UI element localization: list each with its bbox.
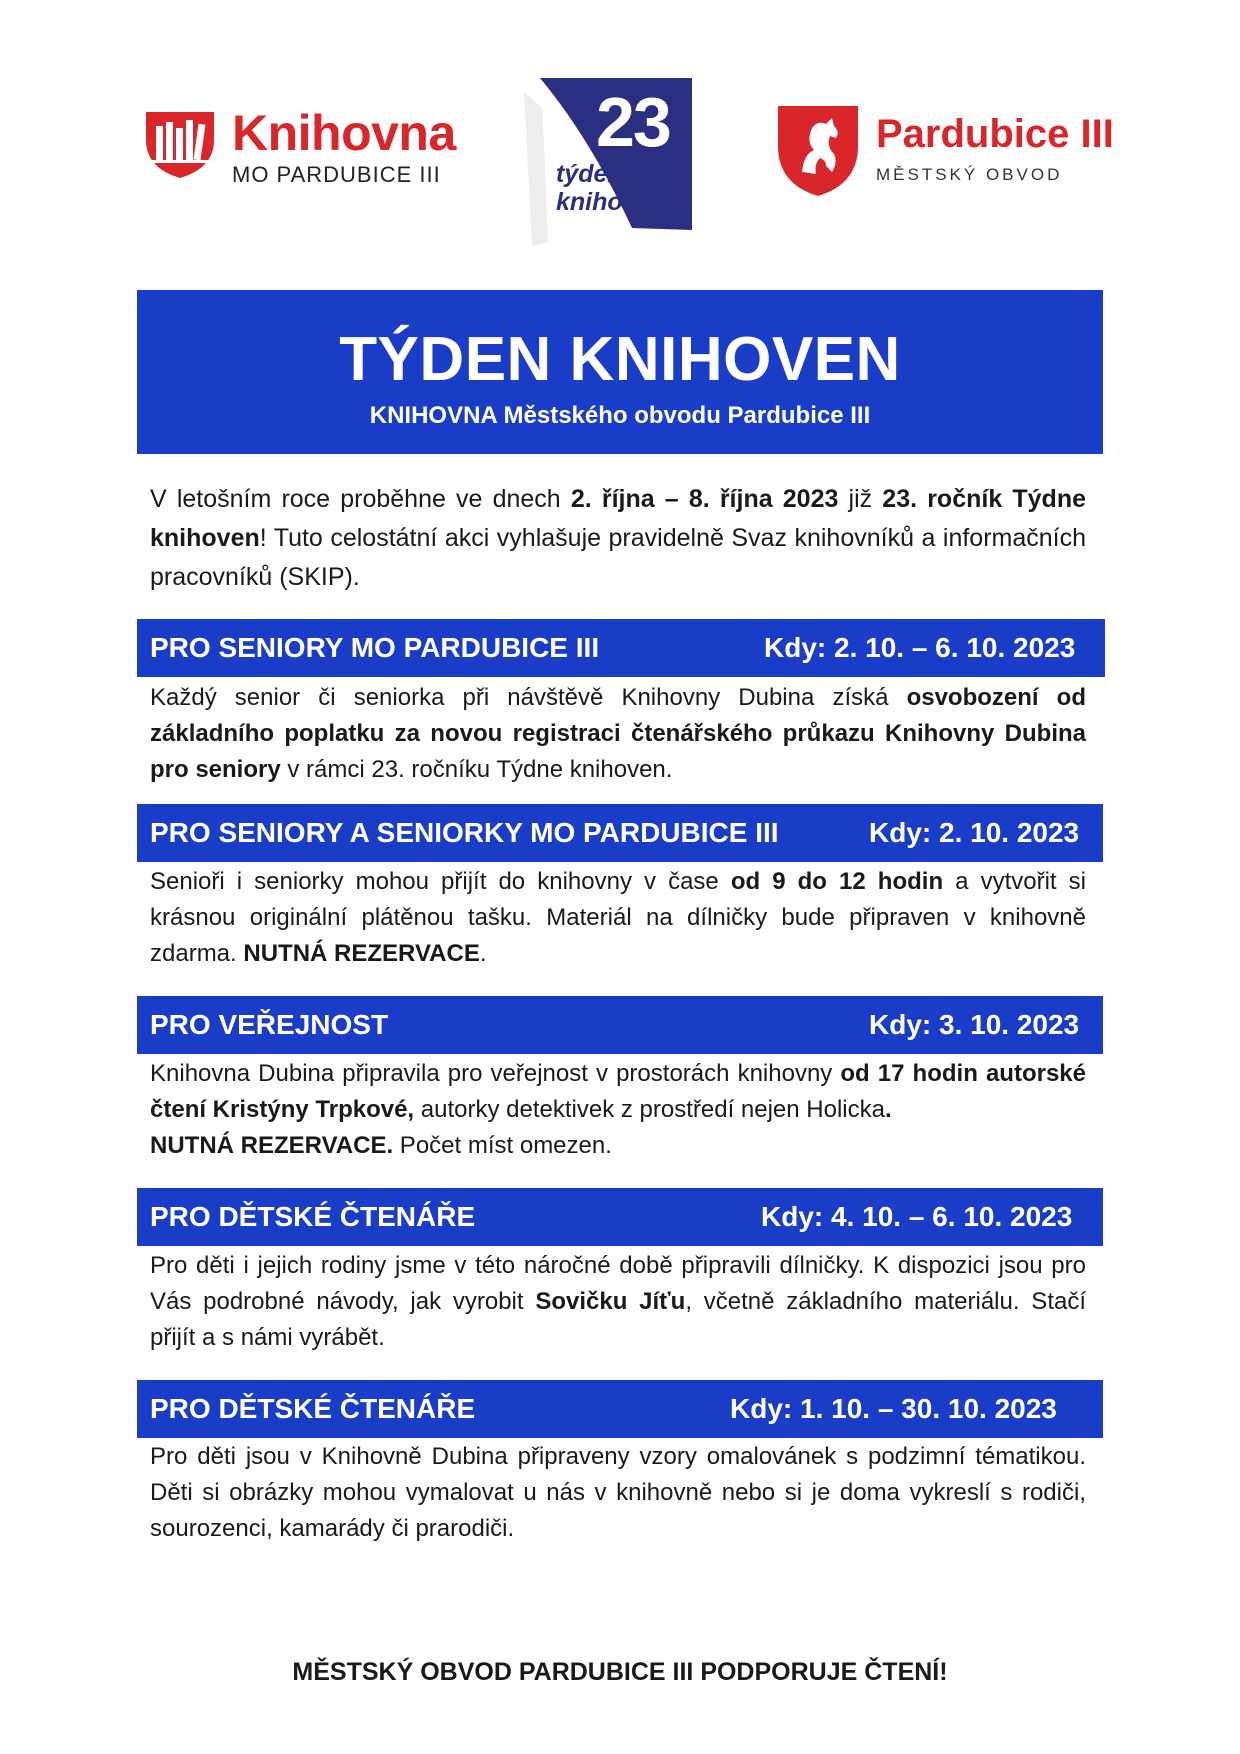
intro-text: již xyxy=(838,485,883,513)
intro-dates: 2. října – 8. října 2023 xyxy=(570,485,839,513)
section-text-children-workshop xyxy=(150,1248,1086,1356)
library-shield-icon xyxy=(144,110,216,180)
section-text-children-coloring xyxy=(150,1439,1086,1547)
section-date: Kdy: 4. 10. – 6. 10. 2023 xyxy=(761,1201,1073,1232)
page-title: TÝDEN KNIHOVEN xyxy=(339,325,901,394)
horse-shield-icon xyxy=(774,102,862,198)
section-highlight: . xyxy=(885,1096,892,1123)
section-text-seniors xyxy=(150,680,1086,788)
tyden-knihoven-logo xyxy=(520,78,695,250)
section-text: v rámci 23. ročníku Týdne knihoven. xyxy=(280,756,673,783)
section-label: PRO VEŘEJNOST xyxy=(150,1009,389,1040)
section-text: . xyxy=(479,940,487,967)
section-text: , včetně základního materiálu. Stačí přijít a s námi vyrábět. xyxy=(150,1288,1087,1351)
section-text: autorky detektivek z prostředí nejen Holicka xyxy=(414,1096,885,1123)
section-text: Senioři i seniorky mohou přijít do knihovny v čase xyxy=(150,868,731,895)
section-date: Kdy: 3. 10. 2023 xyxy=(869,1009,1080,1040)
intro-text: ! Tuto celostátní akci vyhlašuje pravidelně Svaz knihovníků a informačních pracovníků (SKIP). xyxy=(150,524,1086,591)
section-highlight: od 9 do 12 hodin xyxy=(730,868,944,895)
section-text: Počet míst omezen. xyxy=(393,1132,612,1159)
section-label: PRO SENIORY A SENIORKY MO PARDUBICE III xyxy=(150,817,779,848)
section-text-public xyxy=(150,1056,1086,1164)
section-date: Kdy: 2. 10. – 6. 10. 2023 xyxy=(764,632,1076,663)
page-subtitle: KNIHOVNA Městského obvodu Pardubice III xyxy=(369,402,871,429)
intro-edition: 23. ročník Týdne knihoven xyxy=(150,485,1086,552)
intro-paragraph xyxy=(150,480,1086,597)
section-date: Kdy: 1. 10. – 30. 10. 2023 xyxy=(730,1393,1057,1424)
section-label: PRO DĚTSKÉ ČTENÁŘE xyxy=(150,1393,476,1424)
section-text: Knihovna Dubina připravila pro veřejnost v prostorách knihovny xyxy=(150,1060,841,1087)
section-bar-children-workshop xyxy=(137,1188,1103,1246)
section-label: PRO DĚTSKÉ ČTENÁŘE xyxy=(150,1201,476,1232)
section-text: Pro děti i jejich rodiny jsme v této náročné době připravili dílničky. K dispozici jsou pro Vás podrobné návody, jak vyrobit xyxy=(150,1252,1086,1315)
section-bar-children-coloring xyxy=(137,1380,1103,1438)
tyden-logo-number: 23 xyxy=(596,83,670,161)
pardubice-logo xyxy=(774,102,1114,198)
section-date: Kdy: 2. 10. 2023 xyxy=(869,817,1080,848)
footer-slogan: MĚSTSKÝ OBVOD PARDUBICE III PODPORUJE ČTENÍ! xyxy=(292,1658,948,1686)
section-highlight: Sovičku Jíťu xyxy=(535,1288,686,1315)
section-bar-public xyxy=(137,996,1103,1054)
section-text: Pro děti jsou v Knihovně Dubina připraveny vzory omalovánek s podzimní tématikou. Děti si obrázky mohou vymalovat u nás v knihovně nebo si je doma vykreslí s rodiči, sourozenci, kamarády či prarodiči. xyxy=(150,1443,1086,1542)
section-highlight: od 17 hodin autorské čtení Kristýny Trpkové, xyxy=(150,1060,1086,1123)
section-text: a vytvořit si krásnou originální plátěnou tašku. Materiál na dílničky bude připraven v knihovně zdarma. xyxy=(150,868,1086,967)
section-label: PRO SENIORY MO PARDUBICE III xyxy=(150,632,600,663)
section-text-seniors-workshop xyxy=(150,864,1086,972)
intro-text: V letošním roce proběhne ve dnech xyxy=(150,485,571,513)
tyden-logo-line1: týden xyxy=(556,160,623,188)
knihovna-logo-name: Knihovna xyxy=(232,105,456,161)
pardubice-logo-name: Pardubice III xyxy=(876,112,1114,156)
section-highlight: NUTNÁ REZERVACE. xyxy=(150,1132,394,1159)
section-bar-seniors xyxy=(137,619,1105,677)
section-text: Každý senior či seniorka při návštěvě Knihovny Dubina získá xyxy=(150,684,907,711)
section-bar-seniors-workshop xyxy=(137,804,1103,862)
section-highlight: NUTNÁ REZERVACE xyxy=(243,940,480,967)
tyden-logo-line2: knihoven xyxy=(556,188,666,216)
knihovna-logo xyxy=(144,104,456,194)
pardubice-logo-sub: MĚSTSKÝ OBVOD xyxy=(876,165,1063,184)
title-banner xyxy=(137,290,1103,454)
knihovna-logo-sub: MO PARDUBICE III xyxy=(232,162,441,187)
section-highlight: osvobození od základního poplatku za novou registraci čtenářského průkazu Knihovny Dubina pro seniory xyxy=(150,684,1086,783)
